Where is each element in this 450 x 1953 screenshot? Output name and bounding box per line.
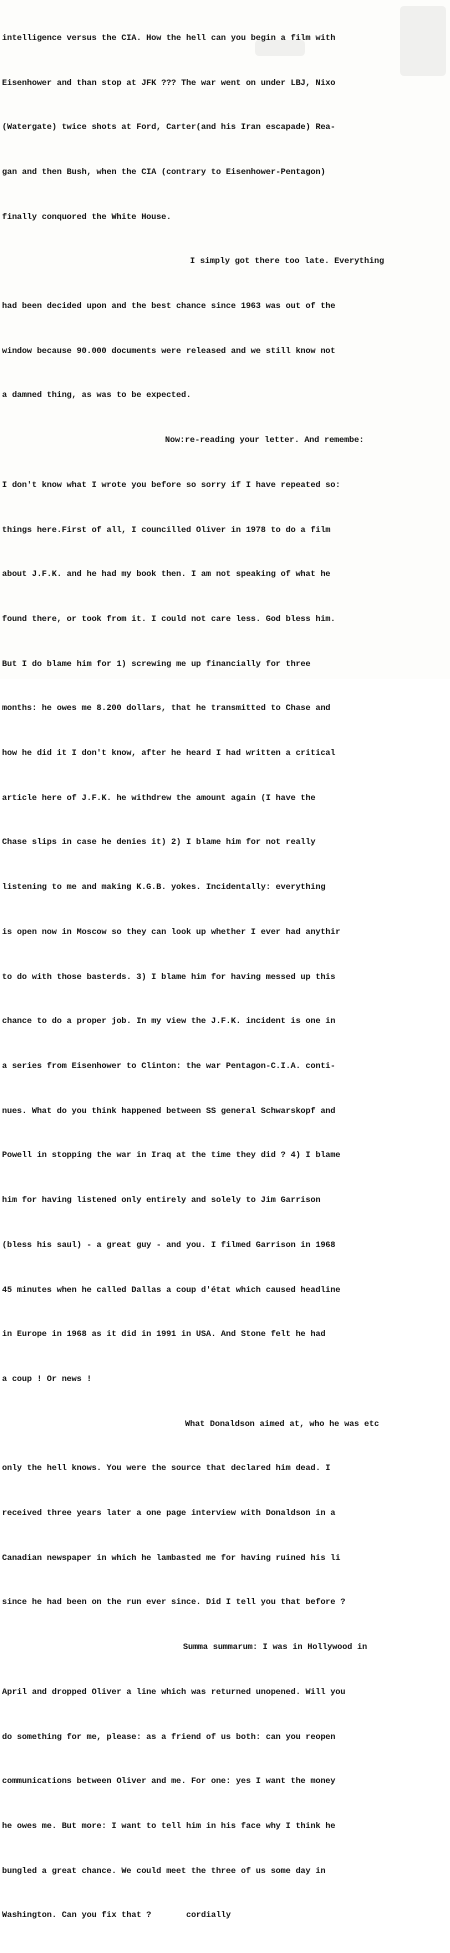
text-line: how he did it I don't know, after he heard I had written a critical <box>2 748 336 759</box>
text-line: What Donaldson aimed at, who he was etc <box>185 1418 380 1429</box>
text-line: listening to me and making K.G.B. yokes. Incidentally: everything <box>2 882 326 893</box>
text-line: (Watergate) twice shots at Ford, Carter(and his Iran escapade) Rea- <box>2 122 336 133</box>
text-line: a coup ! Or news ! <box>2 1373 92 1384</box>
text-line: April and dropped Oliver a line which was returned unopened. Will you <box>2 1686 346 1697</box>
text-line: Powell in stopping the war in Iraq at the time they did ? 4) I blame <box>2 1150 341 1161</box>
text-line: to do with those basterds. 3) I blame him for having messed up this <box>2 971 336 982</box>
text-line: since he had been on the run ever since. Did I tell you that before ? <box>2 1597 346 1608</box>
text-line: I simply got there too late. Everything <box>190 256 385 267</box>
text-line: things here.First of all, I councilled Oliver in 1978 to do a film <box>2 524 331 535</box>
text-line: about J.F.K. and he had my book then. I am not speaking of what he <box>2 569 331 580</box>
text-line: 45 minutes when he called Dallas a coup d'état which caused headline <box>2 1284 341 1295</box>
text-line: But I do blame him for 1) screwing me up financially for three <box>2 658 311 669</box>
text-line: received three years later a one page interview with Donaldson in a <box>2 1508 336 1519</box>
text-line: (bless his saul) - a great guy - and you. I filmed Garrison in 1968 <box>2 1239 336 1250</box>
text-line: Chase slips in case he denies it) 2) I blame him for not really <box>2 837 316 848</box>
text-line: Eisenhower and than stop at JFK ??? The war went on under LBJ, Nixo <box>2 77 336 88</box>
text-line: had been decided upon and the best chance since 1963 was out of the <box>2 301 336 312</box>
text-line: gan and then Bush, when the CIA (contrary to Eisenhower-Pentagon) <box>2 166 326 177</box>
text-line: in Europe in 1968 as it did in 1991 in USA. And Stone felt he had <box>2 1329 326 1340</box>
text-line: him for having listened only entirely and solely to Jim Garrison <box>2 1195 321 1206</box>
text-line: Canadian newspaper in which he lambasted me for having ruined his li <box>2 1552 341 1563</box>
text-line: he owes me. But more: I want to tell him in his face why I think he <box>2 1820 336 1831</box>
text-line: communications between Oliver and me. For one: yes I want the money <box>2 1776 336 1787</box>
text-line: finally conquored the White House. <box>2 211 172 222</box>
text-line: nues. What do you think happened between SS general Schwarskopf and <box>2 1105 336 1116</box>
text-line: only the hell knows. You were the source that declared him dead. I <box>2 1463 331 1474</box>
text-line: chance to do a proper job. In my view the J.F.K. incident is one in <box>2 1016 336 1027</box>
text-line: bungled a great chance. We could meet the three of us some day in <box>2 1865 326 1876</box>
letter-body <box>2 1 448 1953</box>
text-line: months: he owes me 8.200 dollars, that he transmitted to Chase and <box>2 703 331 714</box>
text-line: Now:re-reading your letter. And remembe: <box>165 435 365 446</box>
text-line: a damned thing, as was to be expected. <box>2 390 192 401</box>
text-line: do something for me, please: as a friend of us both: can you reopen <box>2 1731 336 1742</box>
text-line: is open now in Moscow so they can look up whether I ever had anythir <box>2 926 341 937</box>
text-line: found there, or took from it. I could not care less. God bless him. <box>2 613 336 624</box>
text-line: Washington. Can you fix that ? cordially <box>2 1910 231 1921</box>
text-line: window because 90.000 documents were released and we still know not <box>2 345 336 356</box>
text-line: I don't know what I wrote you before so sorry if I have repeated so: <box>2 479 341 490</box>
text-line: a series from Eisenhower to Clinton: the war Pentagon-C.I.A. conti- <box>2 1060 336 1071</box>
text-line: intelligence versus the CIA. How the hell can you begin a film with <box>2 32 336 43</box>
text-line: Summa summarum: I was in Hollywood in <box>183 1642 368 1653</box>
text-line: article here of J.F.K. he withdrew the amount again (I have the <box>2 792 316 803</box>
